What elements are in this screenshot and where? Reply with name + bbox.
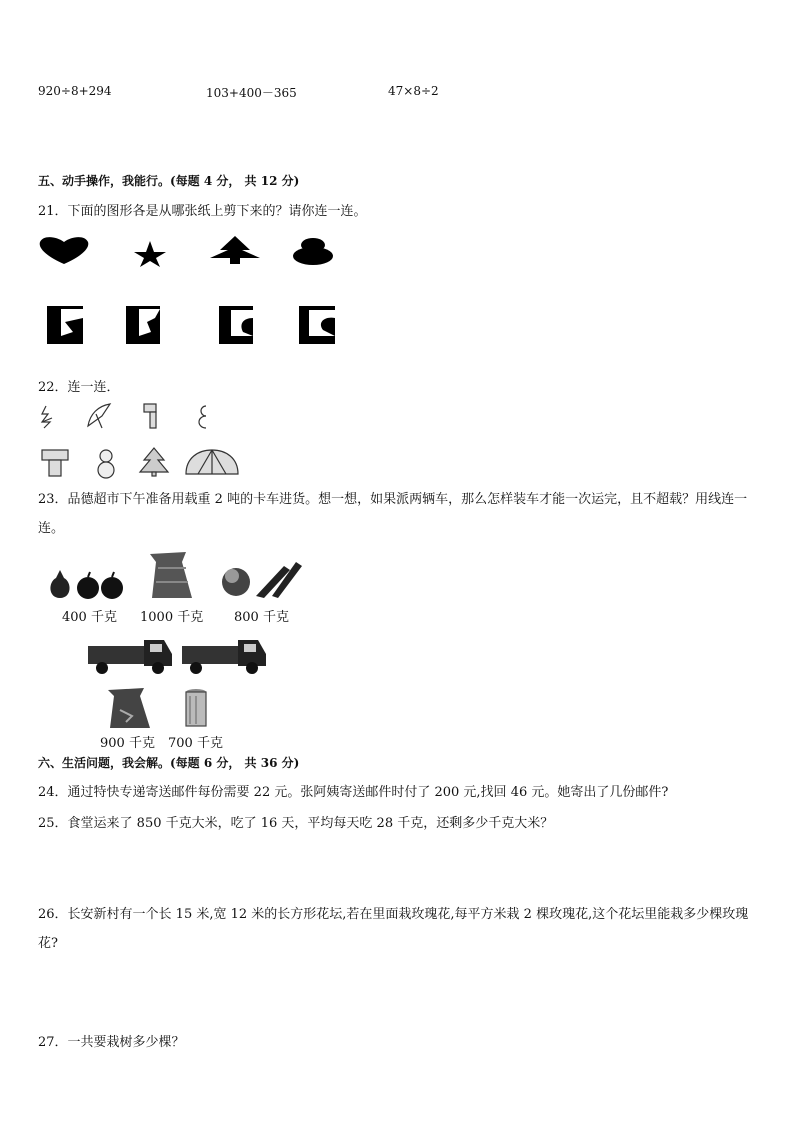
truck-icon-1	[88, 640, 172, 674]
section-5-title: 五、动手操作，我能行。(每题 4 分， 共 12 分)	[38, 174, 300, 188]
snowman-top-shape	[301, 238, 325, 252]
goods-label-400: 400 千克	[62, 610, 117, 625]
q22-wholes-row	[40, 446, 240, 480]
half-umbrella-icon	[88, 404, 110, 428]
goods-label-800: 800 千克	[234, 610, 289, 625]
truck-icon-2	[182, 640, 266, 674]
star-shape	[134, 241, 166, 267]
barrel-icon	[186, 689, 206, 726]
question-26: 26．长安新村有一个长 15 米,宽 12 米的长方形花坛,若在里面栽玫瑰花,每平方米栽 2 棵玫瑰花,这个花坛里能栽多少棵玫瑰花?	[38, 907, 749, 951]
heart-shape	[40, 237, 89, 264]
question-25: 25．食堂运来了 850 千克大米，吃了 16 天，平均每天吃 28 千克，还剩多少千克大米？	[38, 816, 554, 831]
tree-arrow-shape	[210, 236, 260, 264]
section-6-title: 六、生活问题，我会解。(每题 6 分， 共 36 分)	[38, 756, 300, 770]
half-tree-icon	[42, 406, 52, 428]
q21-shapes-row	[38, 236, 338, 268]
snowman-icon	[98, 450, 114, 478]
cut-paper-2	[126, 306, 160, 344]
goods-icons-row-1	[46, 548, 306, 600]
umbrella-icon	[186, 450, 238, 474]
expression-2: 103+400－365	[206, 86, 297, 100]
question-27: 27．一共要栽树多少棵？	[38, 1035, 185, 1050]
trucks-row	[86, 634, 270, 676]
q22-halves-row	[40, 402, 220, 432]
expression-3: 47×8÷2	[388, 84, 439, 98]
question-23: 23．品德超市下午准备用载重 2 吨的卡车进货。想一想，如果派两辆车，那么怎样装车才能一次运完，且不超载？用线连一连。	[38, 492, 748, 536]
question-24: 24．通过特快专递寄送邮件每份需要 22 元。张阿姨寄送邮件时付了 200 元,找回 46 元。她寄出了几份邮件?	[38, 785, 669, 800]
goods-label-700: 700 千克	[168, 736, 223, 751]
mushroom-icon	[42, 450, 68, 476]
goods-icons-row-2	[104, 686, 214, 730]
vegetables-icon	[222, 562, 302, 598]
goods-label-1000: 1000 千克	[140, 610, 204, 625]
cut-paper-4	[299, 306, 335, 344]
question-21: 21．下面的图形各是从哪张纸上剪下来的？请你连一连。	[38, 204, 367, 219]
expression-1: 920÷8+294	[38, 84, 112, 98]
question-22: 22．连一连．	[38, 380, 120, 395]
half-snowman-icon	[199, 406, 206, 428]
bag-icon	[108, 688, 150, 728]
cut-paper-1	[47, 306, 83, 344]
cut-paper-3	[219, 306, 253, 344]
half-mushroom-icon	[144, 404, 156, 428]
sack-icon	[150, 552, 192, 598]
goods-label-900: 900 千克	[100, 736, 155, 751]
tree-icon	[140, 448, 168, 476]
q21-papers-row	[47, 306, 347, 346]
fruit-icon	[50, 570, 123, 599]
